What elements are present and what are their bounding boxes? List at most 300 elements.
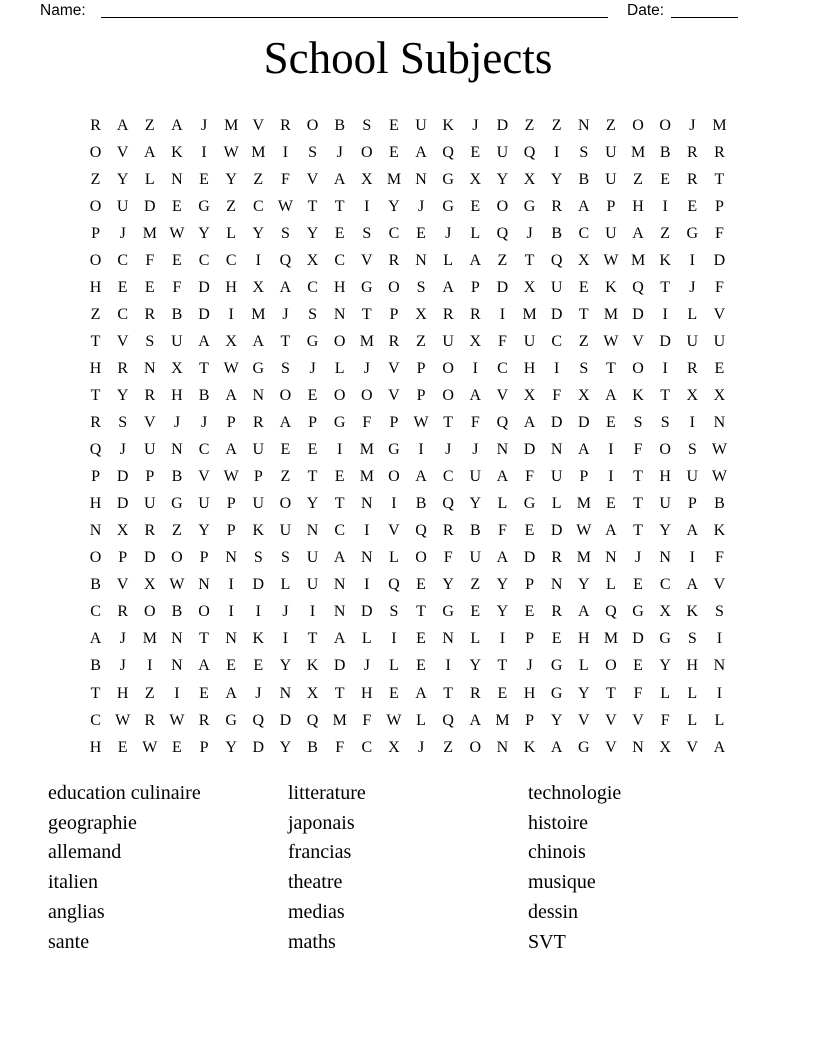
grid-letter: N: [171, 170, 183, 188]
grid-letter: M: [630, 251, 646, 269]
grid-letter: P: [714, 197, 724, 215]
grid-letter: X: [225, 332, 237, 350]
grid-letter: T: [199, 359, 209, 377]
grid-letter: I: [364, 197, 370, 215]
grid-letter: P: [199, 549, 209, 567]
grid-letter: A: [496, 468, 509, 486]
grid-letter: S: [633, 414, 643, 432]
grid-letter: O: [632, 359, 644, 377]
grid-letter: C: [442, 468, 454, 486]
grid-letter: L: [334, 359, 345, 377]
grid-letter: P: [525, 711, 535, 729]
grid-letter: T: [334, 684, 345, 702]
word-list-item: italien: [48, 871, 98, 894]
grid-letter: C: [578, 224, 590, 242]
grid-letter: E: [470, 603, 481, 621]
grid-letter: O: [442, 386, 454, 404]
date-label: Date:: [627, 2, 665, 19]
grid-letter: J: [282, 305, 289, 323]
grid-letter: E: [416, 630, 426, 648]
grid-letter: N: [415, 170, 427, 188]
grid-letter: U: [469, 549, 482, 567]
grid-letter: Y: [306, 224, 319, 242]
grid-letter: T: [307, 630, 318, 648]
grid-letter: M: [142, 224, 157, 242]
grid-letter: U: [523, 332, 536, 350]
grid-letter: L: [551, 495, 562, 513]
word-list-item: SVT: [528, 930, 566, 953]
word-list-item: litterature: [288, 782, 366, 804]
grid-letter: X: [469, 170, 482, 188]
grid-letter: Y: [659, 522, 671, 540]
grid-letter: P: [525, 576, 535, 594]
grid-letter: P: [118, 549, 128, 567]
grid-letter: O: [89, 251, 102, 269]
word-list-item: medias: [288, 900, 345, 923]
grid-letter: E: [470, 197, 481, 215]
grid-letter: R: [90, 116, 101, 134]
grid-letter: N: [171, 657, 183, 675]
grid-letter: N: [361, 495, 373, 513]
grid-letter: U: [713, 332, 726, 350]
grid-letter: J: [689, 278, 696, 296]
grid-letter: J: [119, 630, 126, 648]
grid-letter: E: [660, 170, 671, 188]
grid-letter: N: [713, 657, 726, 675]
grid-letter: Z: [524, 116, 535, 134]
grid-letter: R: [388, 332, 400, 350]
grid-letter: C: [252, 197, 264, 215]
grid-letter: S: [362, 116, 372, 134]
grid-letter: A: [469, 711, 482, 729]
grid-letter: D: [578, 414, 590, 432]
grid-letter: L: [226, 224, 237, 242]
grid-letter: V: [605, 711, 617, 729]
grid-letter: T: [633, 468, 643, 486]
grid-letter: R: [117, 359, 129, 377]
grid-letter: U: [144, 441, 156, 459]
grid-letter: E: [172, 251, 182, 269]
grid-letter: A: [279, 278, 292, 296]
grid-letter: L: [361, 630, 372, 648]
grid-letter: H: [333, 278, 346, 296]
grid-letter: F: [362, 414, 372, 432]
grid-letter: C: [117, 305, 129, 323]
grid-letter: M: [224, 116, 239, 134]
grid-letter: G: [306, 332, 319, 350]
grid-letter: C: [334, 522, 346, 540]
grid-letter: M: [332, 711, 347, 729]
word-list-column: [288, 779, 528, 957]
grid-letter: A: [713, 738, 726, 756]
grid-letter: E: [524, 522, 535, 540]
grid-letter: F: [172, 278, 182, 296]
grid-letter: O: [605, 657, 617, 675]
grid-letter: D: [632, 305, 644, 323]
grid-letter: S: [280, 549, 290, 567]
grid-letter: A: [333, 630, 346, 648]
grid-letter: Y: [116, 170, 129, 188]
grid-letter: J: [526, 657, 533, 675]
grid-letter: W: [223, 468, 239, 486]
grid-letter: H: [578, 630, 590, 648]
grid-letter: A: [469, 386, 482, 404]
grid-letter: L: [687, 305, 698, 323]
grid-letter: E: [117, 278, 128, 296]
grid-letter: P: [145, 468, 155, 486]
grid-letter: S: [308, 143, 318, 161]
grid-letter: T: [90, 386, 101, 404]
grid-letter: V: [388, 522, 400, 540]
grid-letter: Y: [496, 576, 509, 594]
grid-letter: Y: [469, 495, 482, 513]
grid-letter: B: [90, 657, 101, 675]
grid-letter: L: [144, 170, 155, 188]
word-list-item: dessin: [528, 900, 578, 923]
grid-letter: Z: [280, 468, 291, 486]
grid-letter: J: [255, 684, 262, 702]
grid-letter: I: [608, 468, 614, 486]
grid-letter: U: [198, 495, 210, 513]
grid-letter: I: [255, 603, 261, 621]
grid-letter: Z: [90, 305, 101, 323]
grid-letter: W: [142, 738, 158, 756]
grid-letter: E: [307, 386, 318, 404]
grid-letter: T: [524, 251, 535, 269]
grid-letter: Z: [253, 170, 264, 188]
grid-letter: Z: [633, 170, 643, 188]
grid-letter: G: [578, 738, 590, 756]
grid-letter: A: [252, 332, 265, 350]
grid-letter: G: [686, 224, 699, 242]
grid-letter: L: [280, 576, 291, 594]
grid-letter: A: [605, 522, 617, 540]
grid-letter: A: [225, 684, 237, 702]
grid-letter: I: [201, 143, 207, 161]
grid-letter: Y: [279, 738, 292, 756]
grid-letter: Y: [496, 603, 509, 621]
grid-letter: I: [174, 684, 180, 702]
grid-letter: V: [116, 576, 129, 594]
grid-letter: C: [334, 251, 346, 269]
grid-letter: X: [415, 305, 427, 323]
grid-letter: F: [525, 468, 535, 486]
grid-letter: N: [89, 522, 102, 540]
grid-letter: R: [117, 603, 129, 621]
grid-letter: M: [576, 549, 591, 567]
grid-letter: U: [442, 332, 454, 350]
grid-letter: A: [578, 603, 590, 621]
grid-letter: J: [634, 549, 642, 567]
grid-letter: Z: [172, 522, 182, 540]
grid-letter: O: [388, 468, 400, 486]
grid-letter: J: [472, 116, 479, 134]
grid-letter: W: [223, 359, 239, 377]
grid-letter: X: [578, 251, 590, 269]
grid-letter: J: [445, 441, 452, 459]
grid-letter: V: [713, 305, 726, 323]
grid-letter: X: [659, 603, 671, 621]
grid-letter: T: [361, 305, 372, 323]
grid-letter: S: [118, 414, 128, 432]
grid-letter: F: [552, 386, 562, 404]
grid-letter: E: [633, 657, 643, 675]
grid-letter: C: [117, 251, 129, 269]
grid-letter: H: [89, 278, 102, 296]
grid-letter: P: [525, 630, 535, 648]
grid-letter: A: [415, 684, 427, 702]
grid-letter: U: [550, 278, 563, 296]
grid-letter: S: [579, 359, 589, 377]
grid-letter: A: [198, 332, 210, 350]
grid-letter: W: [576, 522, 592, 540]
grid-letter: E: [416, 224, 426, 242]
grid-letter: U: [116, 197, 129, 215]
word-list-item: chinois: [528, 841, 586, 864]
grid-letter: A: [333, 170, 346, 188]
grid-letter: F: [633, 441, 643, 459]
grid-letter: G: [252, 359, 265, 377]
word-list-item: maths: [288, 930, 336, 953]
grid-letter: U: [279, 522, 292, 540]
grid-letter: Z: [90, 170, 101, 188]
grid-letter: Z: [660, 224, 671, 242]
grid-letter: N: [279, 684, 292, 702]
grid-letter: J: [119, 657, 126, 675]
grid-letter: S: [280, 359, 290, 377]
grid-letter: U: [252, 441, 265, 459]
grid-letter: L: [389, 657, 399, 675]
grid-letter: X: [116, 522, 129, 540]
grid-letter: Y: [578, 576, 590, 594]
word-list-item: theatre: [288, 871, 343, 894]
grid-letter: V: [116, 332, 129, 350]
grid-letter: Q: [632, 278, 644, 296]
grid-letter: N: [550, 441, 563, 459]
grid-letter: M: [630, 143, 646, 161]
grid-letter: F: [335, 738, 345, 756]
grid-letter: Q: [550, 251, 563, 269]
grid-letter: J: [282, 603, 289, 621]
grid-letter: T: [90, 332, 101, 350]
grid-letter: X: [306, 251, 319, 269]
word-list-item: musique: [528, 871, 596, 894]
grid-letter: G: [523, 197, 536, 215]
grid-letter: M: [142, 630, 157, 648]
grid-letter: K: [442, 116, 454, 134]
grid-letter: N: [333, 576, 346, 594]
grid-letter: E: [416, 657, 426, 675]
grid-letter: J: [417, 738, 425, 756]
grid-letter: S: [253, 549, 263, 567]
grid-letter: K: [659, 251, 671, 269]
page-title: School Subjects: [263, 33, 553, 83]
grid-letter: M: [251, 305, 266, 323]
grid-letter: G: [523, 495, 536, 513]
grid-letter: F: [145, 251, 155, 269]
grid-letter: H: [686, 657, 699, 675]
grid-letter: U: [306, 549, 319, 567]
grid-letter: S: [660, 414, 670, 432]
grid-letter: R: [144, 386, 156, 404]
grid-letter: R: [442, 305, 454, 323]
grid-letter: I: [608, 441, 614, 459]
grid-letter: E: [524, 603, 535, 621]
grid-letter: A: [496, 549, 509, 567]
grid-letter: C: [659, 576, 671, 594]
word-list-item: allemand: [48, 841, 122, 864]
grid-letter: V: [713, 576, 726, 594]
grid-letter: G: [550, 684, 563, 702]
grid-letter: D: [523, 441, 536, 459]
grid-letter: F: [443, 549, 453, 567]
grid-letter: E: [280, 441, 291, 459]
grid-letter: S: [714, 603, 724, 621]
grid-letter: B: [171, 305, 183, 323]
grid-letter: T: [443, 414, 454, 432]
grid-letter: I: [499, 305, 506, 323]
grid-letter: N: [550, 576, 563, 594]
grid-letter: P: [226, 414, 236, 432]
grid-letter: D: [144, 197, 156, 215]
grid-letter: I: [364, 522, 370, 540]
grid-letter: Q: [415, 522, 427, 540]
grid-letter: Y: [469, 657, 482, 675]
grid-letter: V: [252, 116, 265, 134]
grid-letter: I: [309, 603, 316, 621]
grid-letter: H: [225, 278, 237, 296]
grid-letter: T: [497, 657, 508, 675]
grid-letter: L: [497, 495, 508, 513]
grid-letter: Q: [252, 711, 265, 729]
word-list: [48, 779, 788, 957]
grid-letter: E: [172, 738, 182, 756]
grid-letter: I: [499, 630, 506, 648]
grid-letter: Y: [550, 170, 563, 188]
grid-letter: X: [469, 332, 482, 350]
grid-letter: O: [333, 386, 346, 404]
grid-letter: E: [253, 657, 264, 675]
grid-letter: S: [362, 224, 372, 242]
grid-letter: S: [579, 143, 589, 161]
grid-letter: M: [712, 116, 727, 134]
grid-letter: V: [306, 170, 319, 188]
grid-letter: U: [659, 495, 671, 513]
grid-letter: X: [578, 386, 590, 404]
grid-letter: H: [523, 684, 536, 702]
grid-letter: G: [198, 197, 210, 215]
grid-letter: O: [361, 386, 373, 404]
grid-letter: O: [469, 738, 482, 756]
grid-letter: V: [361, 251, 373, 269]
grid-letter: X: [686, 386, 699, 404]
grid-letter: R: [144, 522, 156, 540]
grid-letter: N: [171, 441, 183, 459]
grid-letter: R: [551, 197, 563, 215]
grid-letter: L: [578, 657, 589, 675]
grid-letter: A: [144, 143, 156, 161]
grid-letter: I: [445, 657, 451, 675]
grid-letter: J: [689, 116, 696, 134]
grid-letter: A: [578, 197, 590, 215]
grid-letter: H: [659, 468, 671, 486]
name-blank-line: [101, 17, 608, 18]
grid-letter: V: [388, 359, 400, 377]
grid-letter: A: [225, 441, 237, 459]
word-list-item: sante: [48, 930, 90, 953]
grid-letter: P: [389, 305, 399, 323]
grid-letter: R: [280, 116, 291, 134]
grid-letter: T: [443, 684, 454, 702]
grid-letter: J: [200, 116, 208, 134]
grid-letter: A: [279, 414, 292, 432]
grid-letter: V: [496, 386, 509, 404]
grid-letter: R: [144, 305, 156, 323]
grid-letter: M: [359, 468, 374, 486]
grid-letter: N: [198, 576, 210, 594]
grid-letter: W: [603, 251, 619, 269]
grid-letter: A: [469, 251, 482, 269]
grid-letter: U: [605, 143, 617, 161]
grid-letter: H: [523, 359, 536, 377]
grid-letter: G: [225, 711, 237, 729]
word-list-item: histoire: [528, 811, 588, 834]
grid-letter: E: [714, 359, 725, 377]
grid-letter: O: [496, 197, 509, 215]
grid-letter: I: [337, 441, 343, 459]
name-label: Name:: [40, 2, 86, 19]
grid-letter: R: [686, 170, 698, 188]
grid-letter: X: [144, 576, 156, 594]
grid-letter: K: [686, 603, 699, 621]
grid-letter: P: [606, 197, 616, 215]
grid-letter: O: [632, 116, 644, 134]
grid-letter: U: [605, 170, 617, 188]
grid-letter: U: [686, 468, 699, 486]
grid-letter: M: [359, 441, 374, 459]
grid-letter: F: [470, 414, 480, 432]
grid-letter: A: [89, 630, 102, 648]
grid-letter: T: [307, 197, 318, 215]
word-list-item: anglias: [48, 900, 105, 923]
grid-letter: E: [687, 197, 698, 215]
grid-letter: A: [415, 143, 427, 161]
grid-letter: J: [526, 224, 533, 242]
grid-letter: D: [252, 576, 265, 594]
grid-letter: U: [252, 495, 265, 513]
grid-letter: D: [713, 251, 726, 269]
grid-letter: G: [442, 197, 454, 215]
grid-letter: Q: [496, 224, 509, 242]
grid-letter: Y: [252, 224, 265, 242]
grid-letter: T: [307, 468, 318, 486]
grid-letter: Q: [496, 414, 509, 432]
grid-letter: O: [415, 549, 427, 567]
grid-letter: E: [497, 684, 508, 702]
grid-letter: Z: [470, 576, 481, 594]
grid-letter: D: [198, 278, 210, 296]
grid-letter: U: [605, 224, 617, 242]
grid-letter: P: [687, 495, 697, 513]
grid-letter: U: [415, 116, 427, 134]
grid-letter: B: [171, 468, 183, 486]
grid-letter: L: [416, 711, 426, 729]
grid-letter: D: [496, 278, 509, 296]
grid-letter: O: [89, 143, 102, 161]
grid-letter: M: [576, 495, 591, 513]
grid-letter: E: [334, 224, 345, 242]
grid-letter: U: [686, 332, 699, 350]
